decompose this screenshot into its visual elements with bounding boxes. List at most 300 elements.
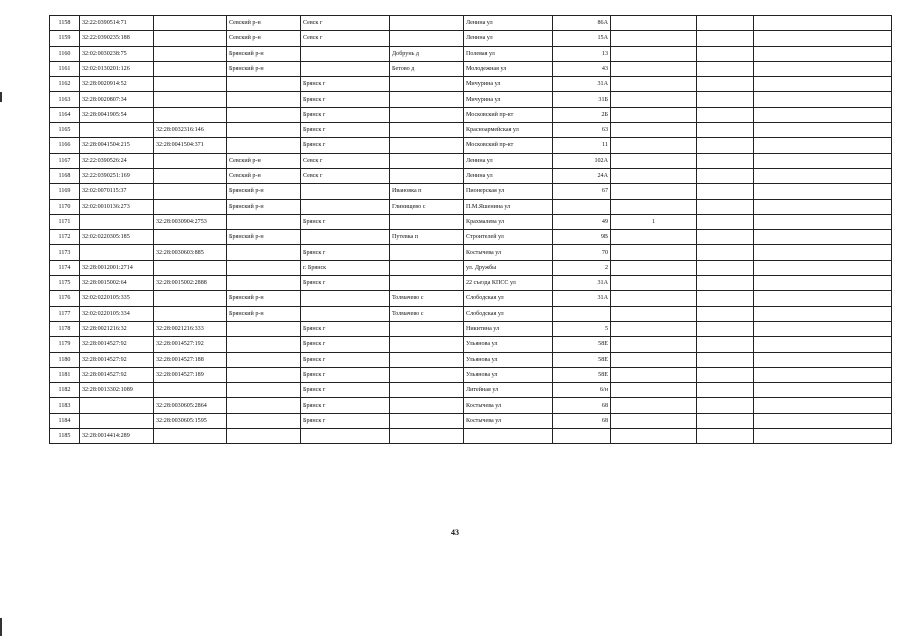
table-row: [50, 337, 892, 352]
empty-cell: [754, 46, 892, 61]
district-cell: [227, 367, 301, 382]
empty-cell: [754, 61, 892, 76]
cadastral-number-1: 32:28:0020914:52: [80, 77, 154, 92]
district-cell: Брянский р-н: [227, 306, 301, 321]
row-number: 1176: [50, 291, 80, 306]
table-row: [50, 383, 892, 398]
street-cell: Ульянова ул: [464, 337, 553, 352]
empty-cell: [754, 199, 892, 214]
empty-cell: [697, 291, 754, 306]
empty-cell: [754, 31, 892, 46]
city-cell: Брянск г: [301, 337, 390, 352]
cadastral-number-1: 32:22:0390251:169: [80, 168, 154, 183]
cadastral-number-1: 32:28:0021216:32: [80, 321, 154, 336]
house-number-cell: [553, 306, 611, 321]
village-cell: Глинищево с: [390, 199, 464, 214]
empty-cell: [754, 168, 892, 183]
cadastral-number-2: 32:28:0030605:2864: [154, 398, 227, 413]
house-number-cell: 102А: [553, 153, 611, 168]
district-cell: [227, 383, 301, 398]
cadastral-number-2: [154, 46, 227, 61]
row-number: 1185: [50, 429, 80, 444]
extra-cell: [611, 46, 697, 61]
empty-cell: [697, 31, 754, 46]
empty-cell: [754, 398, 892, 413]
house-number-cell: 68: [553, 413, 611, 428]
street-cell: Слободская ул: [464, 291, 553, 306]
village-cell: [390, 260, 464, 275]
district-cell: [227, 214, 301, 229]
empty-cell: [754, 413, 892, 428]
cadastral-number-1: 32:28:0014527:92: [80, 337, 154, 352]
cadastral-number-2: 32:28:0030605:1595: [154, 413, 227, 428]
village-cell: [390, 429, 464, 444]
empty-cell: [754, 153, 892, 168]
cadastral-number-2: 32:28:0030904:2753: [154, 214, 227, 229]
street-cell: Ленина ул: [464, 153, 553, 168]
village-cell: Путевка п: [390, 230, 464, 245]
village-cell: [390, 367, 464, 382]
empty-cell: [754, 321, 892, 336]
table-row: [50, 123, 892, 138]
house-number-cell: 67: [553, 184, 611, 199]
extra-cell: [611, 16, 697, 31]
table-row: [50, 321, 892, 336]
empty-cell: [697, 168, 754, 183]
empty-cell: [697, 352, 754, 367]
city-cell: Брянск г: [301, 107, 390, 122]
city-cell: [301, 429, 390, 444]
cadastral-number-1: 32:28:0014527:92: [80, 367, 154, 382]
extra-cell: [611, 276, 697, 291]
empty-cell: [754, 429, 892, 444]
table-row: [50, 77, 892, 92]
house-number-cell: 24А: [553, 168, 611, 183]
street-cell: Строителей ул: [464, 230, 553, 245]
extra-cell: [611, 199, 697, 214]
row-number: 1178: [50, 321, 80, 336]
house-number-cell: [553, 429, 611, 444]
street-cell: Ульянова ул: [464, 352, 553, 367]
empty-cell: [754, 383, 892, 398]
extra-cell: [611, 383, 697, 398]
district-cell: [227, 260, 301, 275]
house-number-cell: 2: [553, 260, 611, 275]
table-row: [50, 214, 892, 229]
cadastral-number-2: [154, 168, 227, 183]
cadastral-number-2: [154, 107, 227, 122]
empty-cell: [697, 260, 754, 275]
row-number: 1166: [50, 138, 80, 153]
cadastral-number-1: 32:28:0014414:289: [80, 429, 154, 444]
empty-cell: [697, 16, 754, 31]
street-cell: ул. Дружбы: [464, 260, 553, 275]
empty-cell: [697, 107, 754, 122]
empty-cell: [754, 138, 892, 153]
cadastral-number-1: 32:28:0013302:1089: [80, 383, 154, 398]
village-cell: [390, 321, 464, 336]
table-row: [50, 184, 892, 199]
village-cell: [390, 214, 464, 229]
cadastral-number-2: [154, 92, 227, 107]
binding-edge-mark-bottom: [0, 618, 2, 636]
district-cell: [227, 429, 301, 444]
city-cell: Брянск г: [301, 383, 390, 398]
table-row: [50, 168, 892, 183]
empty-cell: [697, 153, 754, 168]
empty-cell: [697, 184, 754, 199]
row-number: 1158: [50, 16, 80, 31]
row-number: 1183: [50, 398, 80, 413]
district-cell: Брянский р-н: [227, 199, 301, 214]
street-cell: Пионерская ул: [464, 184, 553, 199]
city-cell: [301, 61, 390, 76]
cadastral-number-1: [80, 413, 154, 428]
district-cell: [227, 413, 301, 428]
city-cell: [301, 306, 390, 321]
cadastral-number-2: [154, 199, 227, 214]
house-number-cell: 86А: [553, 16, 611, 31]
cadastral-number-1: 32:28:0020807:34: [80, 92, 154, 107]
cadastral-number-1: 32:22:0390514:71: [80, 16, 154, 31]
empty-cell: [754, 291, 892, 306]
village-cell: Толмачево с: [390, 291, 464, 306]
village-cell: [390, 107, 464, 122]
street-cell: Литейная ул: [464, 383, 553, 398]
cadastral-number-1: [80, 214, 154, 229]
street-cell: Ленина ул: [464, 168, 553, 183]
cadastral-number-2: 32:28:0015002:2888: [154, 276, 227, 291]
street-cell: Костычева ул: [464, 413, 553, 428]
cadastral-number-1: 32:22:0390235:188: [80, 31, 154, 46]
street-cell: 22 съезда КПСС ул: [464, 276, 553, 291]
village-cell: [390, 16, 464, 31]
empty-cell: [697, 306, 754, 321]
city-cell: Брянск г: [301, 413, 390, 428]
empty-cell: [697, 398, 754, 413]
extra-cell: [611, 168, 697, 183]
city-cell: Брянск г: [301, 321, 390, 336]
table-row: [50, 291, 892, 306]
empty-cell: [754, 230, 892, 245]
extra-cell: [611, 107, 697, 122]
empty-cell: [754, 77, 892, 92]
cadastral-number-2: [154, 184, 227, 199]
table-row: [50, 46, 892, 61]
cadastral-number-2: [154, 153, 227, 168]
row-number: 1169: [50, 184, 80, 199]
cadastral-number-2: 32:28:0014527:188: [154, 352, 227, 367]
house-number-cell: 9В: [553, 230, 611, 245]
row-number: 1160: [50, 46, 80, 61]
cadastral-number-2: 32:28:0030603:885: [154, 245, 227, 260]
house-number-cell: 49: [553, 214, 611, 229]
city-cell: Брянск г: [301, 245, 390, 260]
city-cell: Севск г: [301, 31, 390, 46]
street-cell: Молодежная ул: [464, 61, 553, 76]
row-number: 1170: [50, 199, 80, 214]
street-cell: Никитина ул: [464, 321, 553, 336]
house-number-cell: 31Б: [553, 92, 611, 107]
table-row: [50, 367, 892, 382]
table-row: [50, 31, 892, 46]
cadastral-number-1: 32:02:0220105:335: [80, 291, 154, 306]
district-cell: [227, 276, 301, 291]
row-number: 1172: [50, 230, 80, 245]
extra-cell: [611, 77, 697, 92]
empty-cell: [754, 92, 892, 107]
district-cell: Севский р-н: [227, 16, 301, 31]
table-row: [50, 276, 892, 291]
extra-cell: [611, 138, 697, 153]
district-cell: Брянский р-н: [227, 46, 301, 61]
city-cell: [301, 46, 390, 61]
village-cell: [390, 77, 464, 92]
row-number: 1174: [50, 260, 80, 275]
empty-cell: [697, 276, 754, 291]
district-cell: [227, 92, 301, 107]
street-cell: Ленина ул: [464, 16, 553, 31]
row-number: 1161: [50, 61, 80, 76]
empty-cell: [754, 337, 892, 352]
empty-cell: [754, 123, 892, 138]
empty-cell: [697, 321, 754, 336]
empty-cell: [754, 245, 892, 260]
city-cell: [301, 230, 390, 245]
street-cell: Крахмалева ул: [464, 214, 553, 229]
extra-cell: [611, 306, 697, 321]
extra-cell: [611, 61, 697, 76]
empty-cell: [697, 413, 754, 428]
row-number: 1171: [50, 214, 80, 229]
empty-cell: [697, 337, 754, 352]
house-number-cell: 5: [553, 321, 611, 336]
house-number-cell: 70: [553, 245, 611, 260]
street-cell: Ульянова ул: [464, 367, 553, 382]
cadastral-number-1: 32:28:0041905:54: [80, 107, 154, 122]
row-number: 1167: [50, 153, 80, 168]
row-number: 1165: [50, 123, 80, 138]
cadastral-number-1: 32:02:0070115:37: [80, 184, 154, 199]
empty-cell: [697, 230, 754, 245]
city-cell: Брянск г: [301, 398, 390, 413]
house-number-cell: 58Е: [553, 352, 611, 367]
house-number-cell: [553, 199, 611, 214]
table-row: [50, 16, 892, 31]
empty-cell: [697, 77, 754, 92]
cadastral-number-2: [154, 16, 227, 31]
district-cell: [227, 245, 301, 260]
extra-cell: [611, 184, 697, 199]
extra-cell: [611, 92, 697, 107]
table-row: [50, 245, 892, 260]
table-row: [50, 199, 892, 214]
empty-cell: [697, 367, 754, 382]
empty-cell: [754, 352, 892, 367]
extra-cell: [611, 321, 697, 336]
extra-cell: [611, 352, 697, 367]
extra-cell: [611, 153, 697, 168]
empty-cell: [754, 260, 892, 275]
cadastral-number-1: 32:02:0220105:334: [80, 306, 154, 321]
district-cell: [227, 337, 301, 352]
district-cell: Брянский р-н: [227, 291, 301, 306]
row-number: 1173: [50, 245, 80, 260]
village-cell: [390, 31, 464, 46]
district-cell: Брянский р-н: [227, 61, 301, 76]
cadastral-number-1: 32:02:0130201:126: [80, 61, 154, 76]
row-number: 1181: [50, 367, 80, 382]
cadastral-number-2: 32:28:0021216:333: [154, 321, 227, 336]
city-cell: Брянск г: [301, 276, 390, 291]
table-row: [50, 230, 892, 245]
table-row: [50, 429, 892, 444]
extra-cell: [611, 367, 697, 382]
city-cell: [301, 291, 390, 306]
village-cell: [390, 383, 464, 398]
street-cell: [464, 429, 553, 444]
house-number-cell: 43: [553, 61, 611, 76]
district-cell: [227, 138, 301, 153]
binding-edge-mark-top: [0, 92, 2, 102]
extra-cell: [611, 398, 697, 413]
city-cell: [301, 199, 390, 214]
city-cell: г. Брянск: [301, 260, 390, 275]
cadastral-number-2: [154, 260, 227, 275]
empty-cell: [754, 107, 892, 122]
cadastral-number-2: [154, 61, 227, 76]
village-cell: [390, 245, 464, 260]
page-number: 43: [451, 528, 459, 537]
table-row: [50, 398, 892, 413]
house-number-cell: 63: [553, 123, 611, 138]
empty-cell: [754, 184, 892, 199]
cadastral-number-1: 32:02:0010136:273: [80, 199, 154, 214]
street-cell: Костычева ул: [464, 245, 553, 260]
empty-cell: [754, 306, 892, 321]
village-cell: [390, 123, 464, 138]
village-cell: [390, 398, 464, 413]
empty-cell: [697, 199, 754, 214]
house-number-cell: 11: [553, 138, 611, 153]
street-cell: Красноармейская ул: [464, 123, 553, 138]
table-row: [50, 92, 892, 107]
empty-cell: [697, 123, 754, 138]
district-cell: Севский р-н: [227, 153, 301, 168]
district-cell: [227, 77, 301, 92]
row-number: 1180: [50, 352, 80, 367]
house-number-cell: 13: [553, 46, 611, 61]
cadastral-number-2: [154, 77, 227, 92]
empty-cell: [697, 214, 754, 229]
village-cell: [390, 153, 464, 168]
house-number-cell: 6/н: [553, 383, 611, 398]
table-row: [50, 61, 892, 76]
village-cell: Толмачево с: [390, 306, 464, 321]
empty-cell: [697, 138, 754, 153]
village-cell: [390, 276, 464, 291]
city-cell: Брянск г: [301, 123, 390, 138]
table-row: [50, 153, 892, 168]
row-number: 1177: [50, 306, 80, 321]
extra-cell: [611, 413, 697, 428]
extra-cell: [611, 31, 697, 46]
cadastral-number-1: 32:28:0015002:64: [80, 276, 154, 291]
village-cell: [390, 413, 464, 428]
extra-cell: [611, 230, 697, 245]
cadastral-number-2: [154, 230, 227, 245]
street-cell: Ленина ул: [464, 31, 553, 46]
street-cell: Московский пр-кт: [464, 138, 553, 153]
city-cell: [301, 184, 390, 199]
city-cell: Севск г: [301, 168, 390, 183]
cadastral-number-1: [80, 245, 154, 260]
empty-cell: [697, 46, 754, 61]
row-number: 1162: [50, 77, 80, 92]
street-cell: Мичурина ул: [464, 77, 553, 92]
empty-cell: [697, 245, 754, 260]
house-number-cell: 15А: [553, 31, 611, 46]
cadastral-number-2: [154, 306, 227, 321]
extra-cell: [611, 245, 697, 260]
village-cell: Бетово д: [390, 61, 464, 76]
city-cell: Брянск г: [301, 138, 390, 153]
district-cell: Севский р-н: [227, 168, 301, 183]
extra-cell: 1: [611, 214, 697, 229]
table-row: [50, 107, 892, 122]
extra-cell: [611, 429, 697, 444]
extra-cell: [611, 291, 697, 306]
extra-cell: [611, 337, 697, 352]
row-number: 1184: [50, 413, 80, 428]
city-cell: Брянск г: [301, 77, 390, 92]
house-number-cell: 31А: [553, 291, 611, 306]
cadastral-number-1: 32:02:0220305:185: [80, 230, 154, 245]
village-cell: [390, 92, 464, 107]
village-cell: [390, 168, 464, 183]
district-cell: [227, 123, 301, 138]
table-row: [50, 413, 892, 428]
village-cell: Ивановка п: [390, 184, 464, 199]
table-row: [50, 306, 892, 321]
street-cell: Полевая ул: [464, 46, 553, 61]
city-cell: Севск г: [301, 153, 390, 168]
cadastral-number-2: [154, 383, 227, 398]
house-number-cell: 31А: [553, 276, 611, 291]
table-row: [50, 260, 892, 275]
cadastral-number-1: 32:28:0012001:2714: [80, 260, 154, 275]
cadastral-number-1: 32:22:0390526:24: [80, 153, 154, 168]
house-number-cell: 31А: [553, 77, 611, 92]
cadastral-number-2: 32:28:0014527:192: [154, 337, 227, 352]
village-cell: [390, 352, 464, 367]
cadastral-number-2: [154, 31, 227, 46]
row-number: 1168: [50, 168, 80, 183]
cadastral-number-1: 32:28:0014527:92: [80, 352, 154, 367]
house-number-cell: 58Е: [553, 367, 611, 382]
row-number: 1179: [50, 337, 80, 352]
district-cell: [227, 352, 301, 367]
cadastral-number-1: [80, 123, 154, 138]
cadastral-number-1: 32:28:0041504:215: [80, 138, 154, 153]
city-cell: Севск г: [301, 16, 390, 31]
register-table-body: [50, 16, 892, 444]
city-cell: Брянск г: [301, 352, 390, 367]
cadastral-number-2: 32:28:0032316:146: [154, 123, 227, 138]
district-cell: Брянский р-н: [227, 230, 301, 245]
house-number-cell: 58Е: [553, 337, 611, 352]
street-cell: Мичурина ул: [464, 92, 553, 107]
